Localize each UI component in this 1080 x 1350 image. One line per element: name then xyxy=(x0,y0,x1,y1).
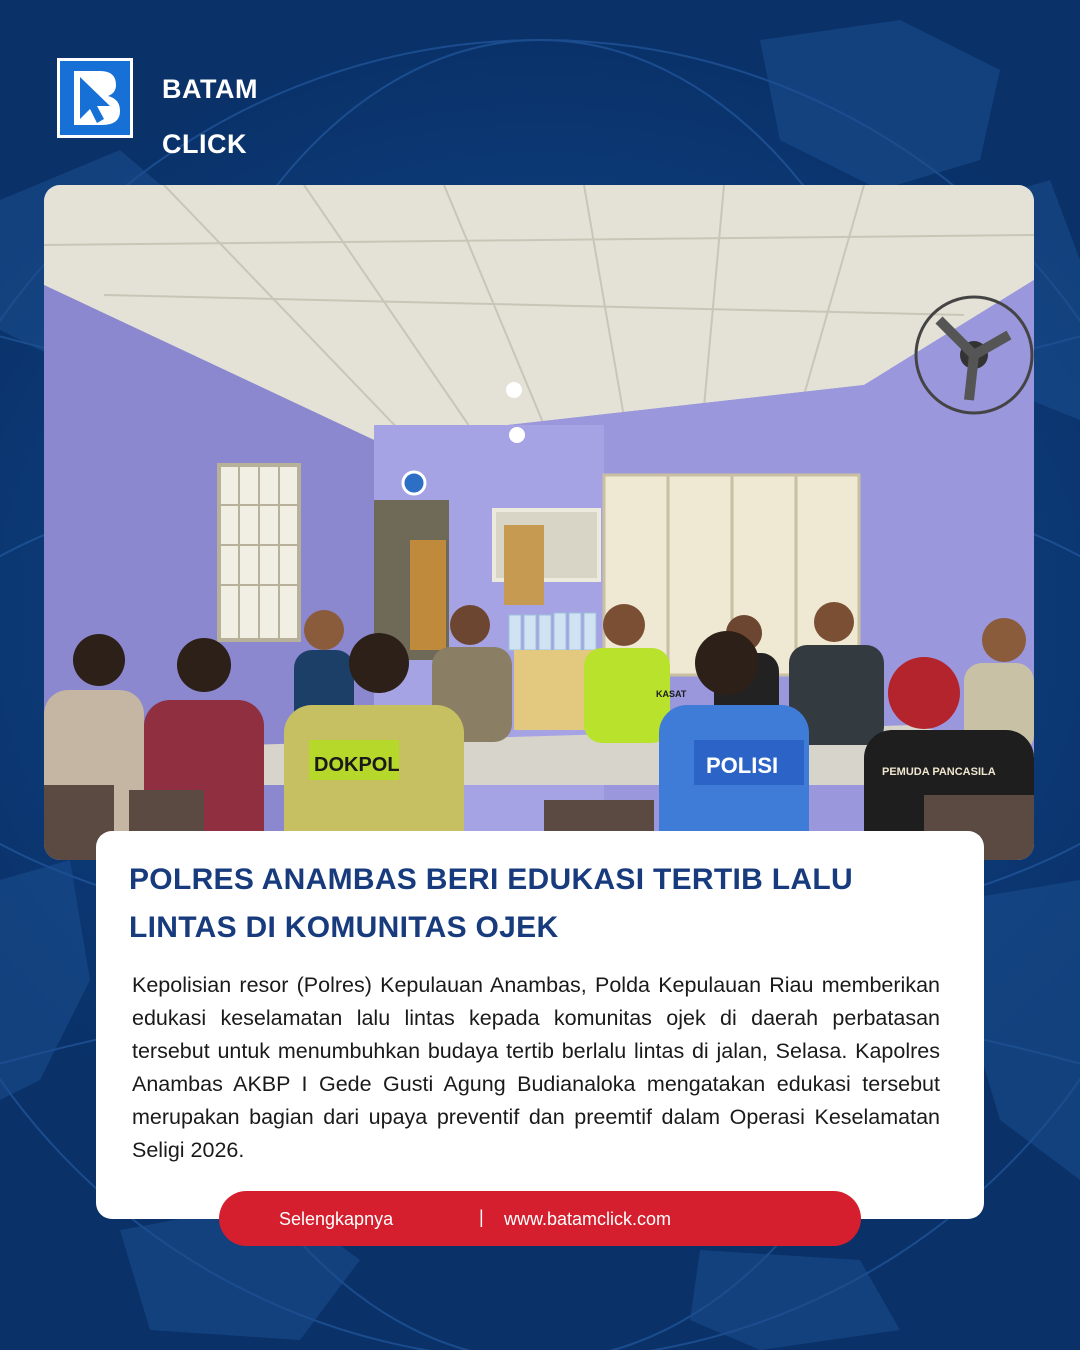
read-more-label[interactable]: Selengkapnya xyxy=(279,1209,394,1229)
website-link[interactable]: www.batamclick.com xyxy=(504,1209,672,1229)
news-photo xyxy=(44,185,1034,860)
vest-label-polisi: POLISI xyxy=(706,753,779,778)
article-card xyxy=(96,831,984,1219)
brand-logo xyxy=(57,58,133,138)
separator: | xyxy=(479,1207,484,1227)
vest-label-kasat: KASAT xyxy=(656,689,687,699)
brand-name xyxy=(162,62,258,172)
cursor-b-logo-icon xyxy=(60,61,130,135)
shirt-text: PEMUDA PANCASILA xyxy=(882,766,996,778)
article-headline: POLRES ANAMBAS BERI EDUKASI TERTIB LALU LINTAS DI KOMUNITAS OJEK xyxy=(129,863,853,944)
meeting-photo-illustration xyxy=(44,185,1034,860)
brand-line-2: CLICK xyxy=(162,129,247,159)
vest-label-dokpol: DOKPOL xyxy=(314,754,400,776)
read-more-banner[interactable] xyxy=(219,1191,861,1246)
article-body: Kepolisian resor (Polres) Kepulauan Anambas, Polda Kepulauan Riau memberikan edukasi keselamatan lalu lintas kepada komunitas ojek di daerah perbatasan tersebut untuk menumbuhkan budaya tertib berlalu lintas di jalan, Selasa. Kapolres Anambas AKBP I Gede Gusti Agung Budianaloka mengatakan edukasi tersebut merupakan bagian dari upaya preventif dan preemtif dalam Operasi Keselamatan Seligi 2026. xyxy=(132,973,940,1162)
brand-line-1: BATAM xyxy=(162,74,258,104)
